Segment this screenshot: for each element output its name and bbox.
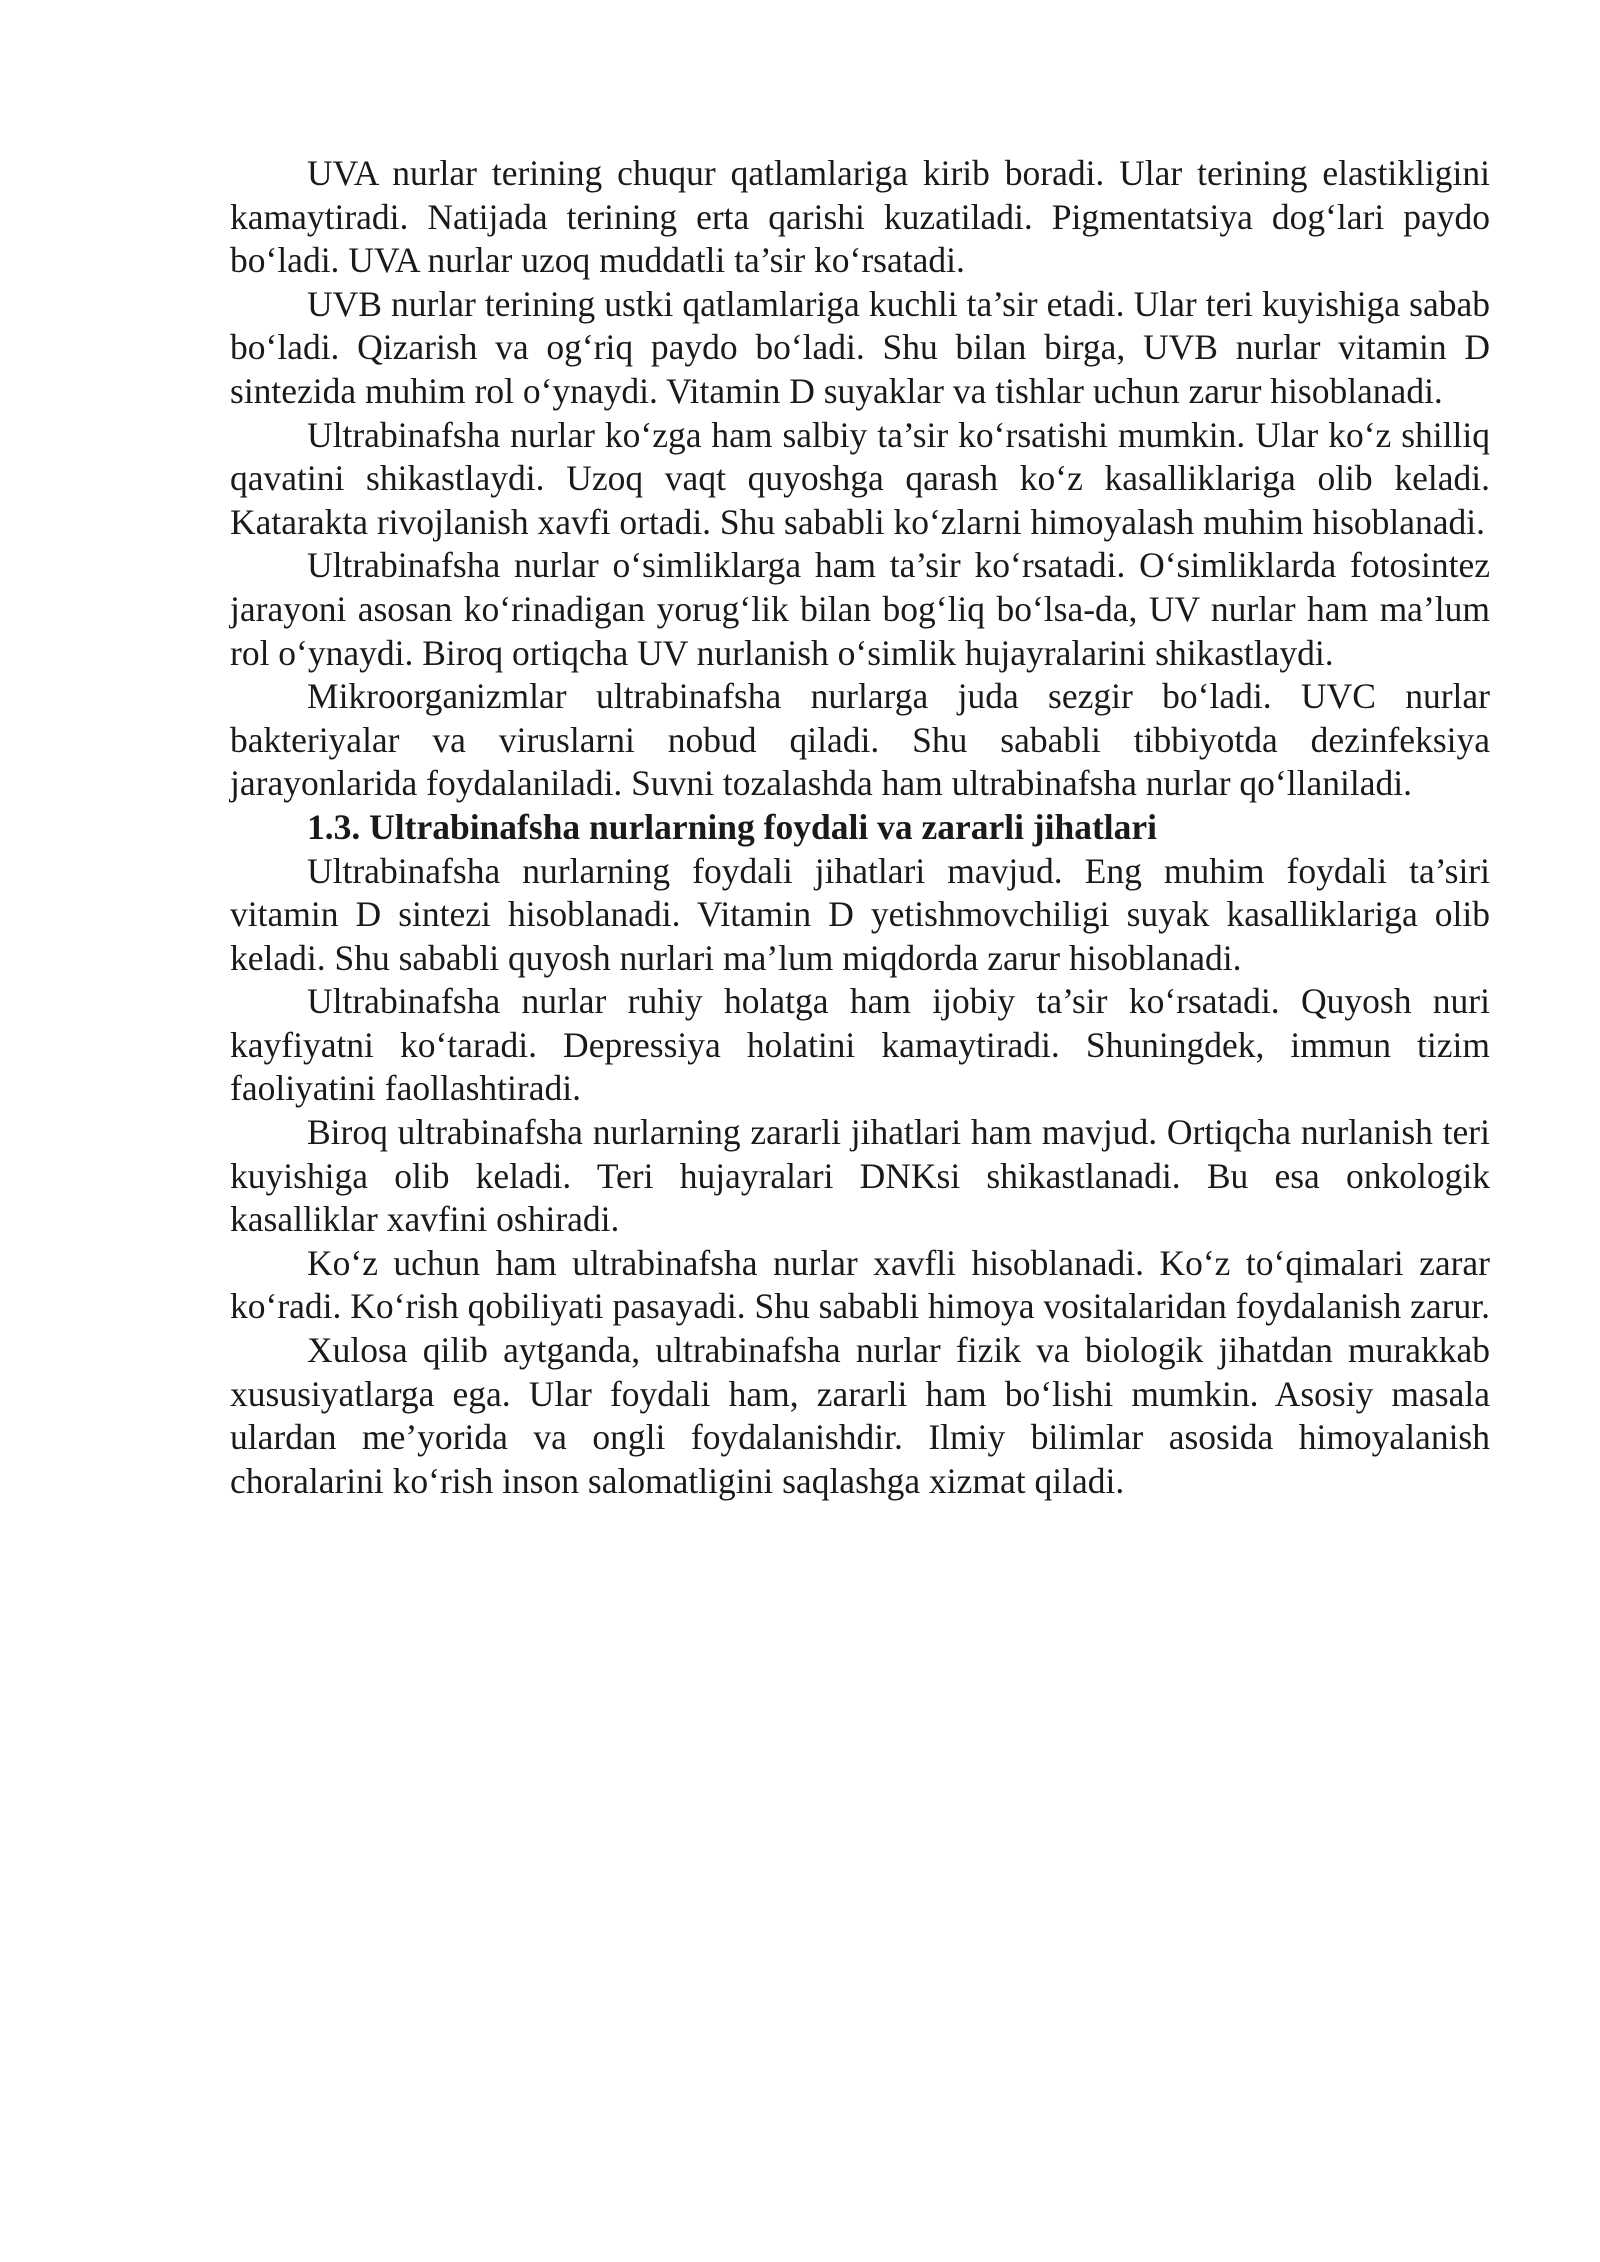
document-page [230,152,1490,1503]
paragraph-harms: Biroq ultrabinafsha nurlarning zararli jihatlari ham mavjud. Ortiqcha nurlanish teri kuyishiga olib keladi. Teri hujayralari DNKsi shikastlanadi. Bu esa onkologik kasalliklar xavfini oshiradi. [230,1112,1490,1240]
section-heading: 1.3. Ultrabinafsha nurlarning foydali va zararli jihatlari [307,806,1158,847]
paragraph-uva: UVA nurlar terining chuqur qatlamlariga kirib boradi. Ular terining elastikligini kamaytiradi. Natijada terining erta qarishi kuzatiladi. Pigmentatsiya dog‘lari paydo bo‘ladi. UVA nurlar uzoq muddatli ta’sir ko‘rsatadi. [230,153,1490,281]
paragraph-benefits: Ultrabinafsha nurlarning foydali jihatlari mavjud. Eng muhim foydali ta’siri vitamin D sintezi hisoblanadi. Vitamin D yetishmovchiligi suyak kasalliklariga olib keladi. Shu sababli quyosh nurlari ma’lum miqdorda zarur hisoblanadi. [230,850,1490,978]
paragraph-eye-danger: Ko‘z uchun ham ultrabinafsha nurlar xavfli hisoblanadi. Ko‘z to‘qimalari zarar ko‘radi. Ko‘rish qobiliyati pasayadi. Shu sababli himoya vositalaridan foydalanish zarur. [230,1242,1490,1327]
paragraph-plants: Ultrabinafsha nurlar o‘simliklarga ham ta’sir ko‘rsatadi. O‘simliklarda fotosintez jarayoni asosan ko‘rinadigan yorug‘lik bilan bog‘liq bo‘lsa-da, UV nurlar ham ma’lum rol o‘ynaydi. Biroq ortiqcha UV nurlanish o‘simlik hujayralarini shikastlaydi. [230,545,1490,673]
paragraph-microorganisms: Mikroorganizmlar ultrabinafsha nurlarga juda sezgir bo‘ladi. UVC nurlar bakteriyalar va viruslarni nobud qiladi. Shu sababli tibbiyotda dezinfeksiya jarayonlarida foydalaniladi. Suvni tozalashda ham ultrabinafsha nurlar qo‘llaniladi. [230,676,1490,804]
paragraph-conclusion: Xulosa qilib aytganda, ultrabinafsha nurlar fizik va biologik jihatdan murakkab xususiyatlarga ega. Ular foydali ham, zararli ham bo‘lishi mumkin. Asosiy masala ulardan me’yorida va ongli foydalanishdir. Ilmiy bilimlar asosida himoyalanish choralarini ko‘rish inson salomatligini saqlashga xizmat qiladi. [230,1330,1490,1501]
paragraph-uvb: UVB nurlar terining ustki qatlamlariga kuchli ta’sir etadi. Ular teri kuyishiga sabab bo‘ladi. Qizarish va og‘riq paydo bo‘ladi. Shu bilan birga, UVB nurlar vitamin D sintezida muhim rol o‘ynaydi. Vitamin D suyaklar va tishlar uchun zarur hisoblanadi. [230,283,1490,411]
paragraph-mood: Ultrabinafsha nurlar ruhiy holatga ham ijobiy ta’sir ko‘rsatadi. Quyosh nuri kayfiyatni ko‘taradi. Depressiya holatini kamaytiradi. Shuningdek, immun tizim faoliyatini faollashtiradi. [230,981,1490,1109]
paragraph-eye-effects: Ultrabinafsha nurlar ko‘zga ham salbiy ta’sir ko‘rsatishi mumkin. Ular ko‘z shilliq qavatini shikastlaydi. Uzoq vaqt quyoshga qarash ko‘z kasalliklariga olib keladi. Katarakta rivojlanish xavfi ortadi. Shu sababli ko‘zlarni himoyalash muhim hisoblanadi. [230,414,1490,542]
